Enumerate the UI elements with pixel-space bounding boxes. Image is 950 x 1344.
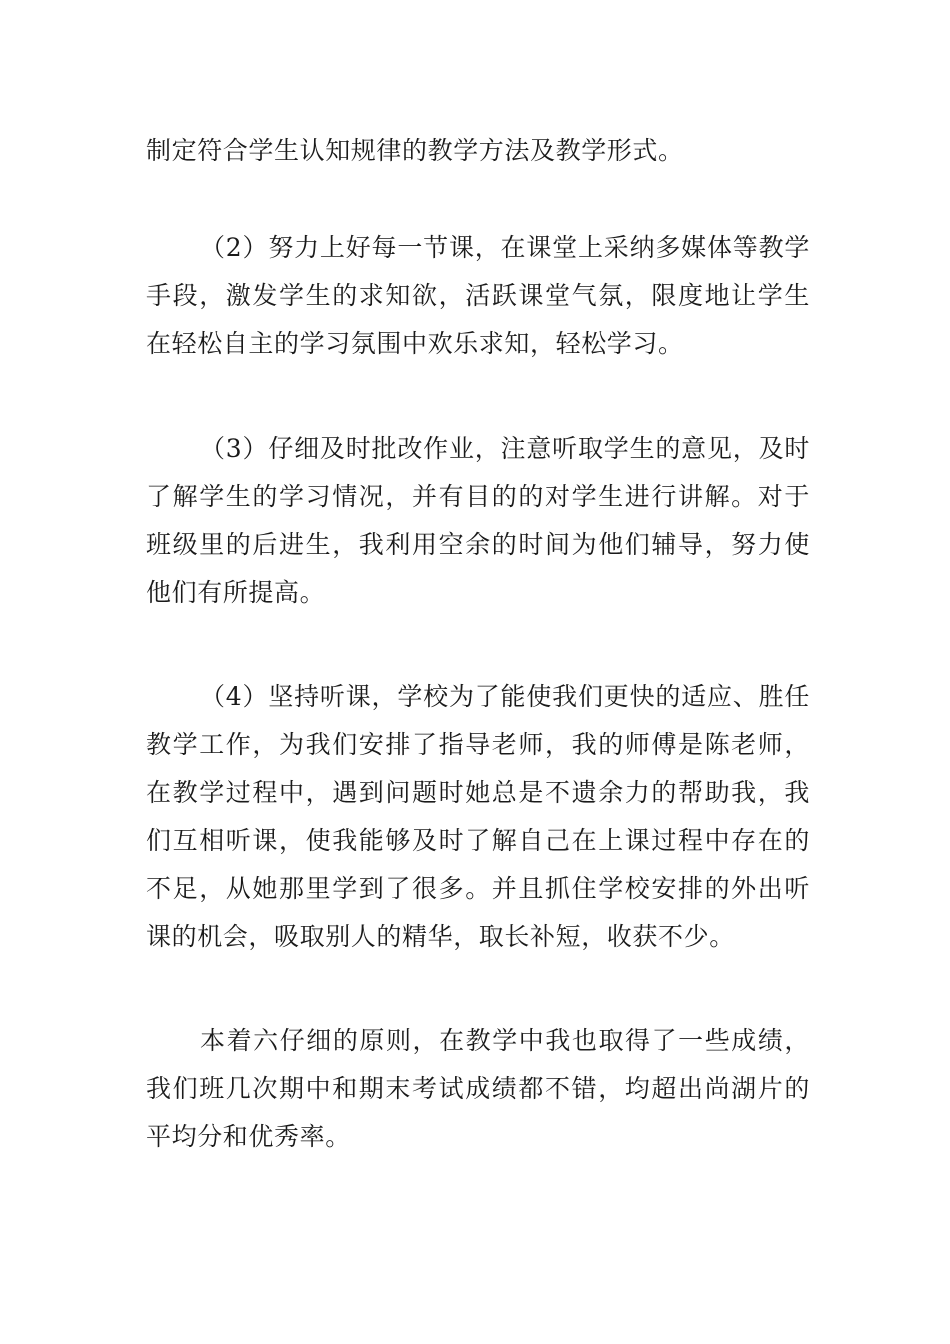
paragraph-item-3: （3）仔细及时批改作业，注意听取学生的意见，及时了解学生的学习情况，并有目的的对学生进行讲解。对于班级里的后进生，我利用空余的时间为他们辅导，努力使他们有所提高。: [146, 434, 810, 607]
paragraph-item-2: （2）努力上好每一节课，在课堂上采纳多媒体等教学手段，激发学生的求知欲，活跃课堂气氛，限度地让学生在轻松自主的学习氛围中欢乐求知，轻松学习。: [146, 233, 810, 358]
paragraph-summary: 本着六仔细的原则，在教学中我也取得了一些成绩，我们班几次期中和期末考试成绩都不错，均超出尚湖片的平均分和优秀率。: [146, 1026, 810, 1151]
paragraph-continuation: 制定符合学生认知规律的教学方法及教学形式。: [146, 136, 684, 165]
paragraph-item-4: （4）坚持听课，学校为了能使我们更快的适应、胜任教学工作，为我们安排了指导老师，我的师傅是陈老师，在教学过程中，遇到问题时她总是不遗余力的帮助我，我们互相听课，使我能够及时了解自己在上课过程中存在的不足，从她那里学到了很多。并且抓住学校安排的外出听课的机会，吸取别人的精华，取长补短，收获不少。: [146, 682, 810, 951]
